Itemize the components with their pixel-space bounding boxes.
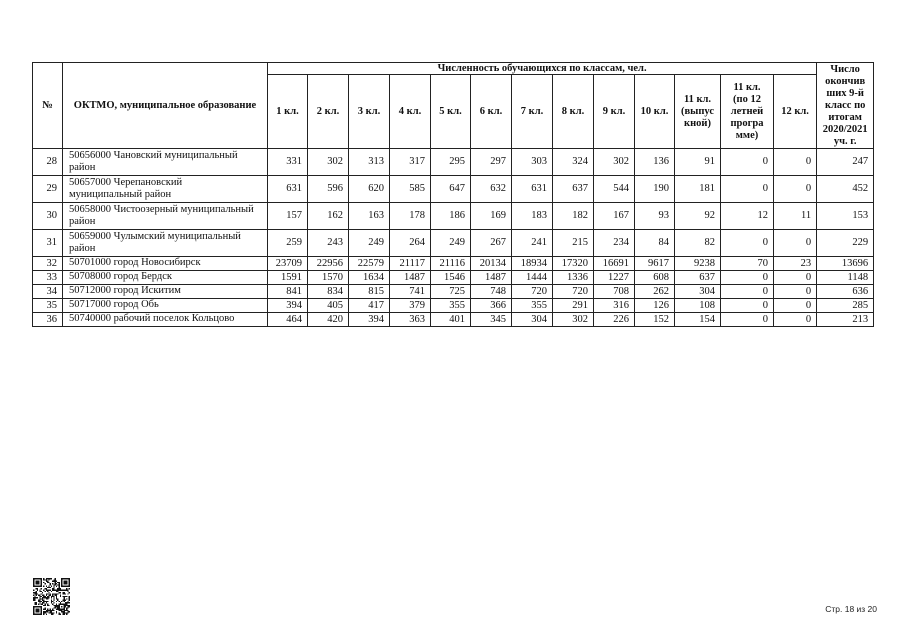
header-grade9-graduates: Число окончив ших 9-й класс по итогам 2020/2021 уч. г.: [817, 63, 874, 149]
row-grade-11-graduating-count: 91: [675, 149, 721, 176]
row-grade-4-count: 741: [390, 285, 431, 299]
row-grade9-graduates-count: 153: [817, 203, 874, 230]
row-grade-6-count: 20134: [471, 257, 512, 271]
row-number: 33: [33, 271, 63, 285]
row-grade-9-count: 316: [594, 299, 635, 313]
row-grade-10-count: 136: [635, 149, 675, 176]
row-grade-12-count: 0: [774, 285, 817, 299]
row-number: 31: [33, 230, 63, 257]
row-grade-6-count: 366: [471, 299, 512, 313]
row-grade-3-count: 249: [349, 230, 390, 257]
row-grade-5-count: 355: [431, 299, 471, 313]
header-grade-4: 4 кл.: [390, 75, 431, 149]
row-grade-11-12yr-program-count: 0: [721, 271, 774, 285]
header-row-top: [33, 63, 874, 75]
row-grade-2-count: 834: [308, 285, 349, 299]
row-grade-11-12yr-program-count: 12: [721, 203, 774, 230]
row-grade9-graduates-count: 213: [817, 313, 874, 327]
row-grade-1-count: 1591: [268, 271, 308, 285]
row-grade-6-count: 345: [471, 313, 512, 327]
row-grade-9-count: 1227: [594, 271, 635, 285]
header-grade-11-12yr-program: 11 кл. (по 12 летней програ мме): [721, 75, 774, 149]
row-municipality: 50659000 Чулымский муниципальный район: [63, 230, 268, 257]
row-grade-2-count: 420: [308, 313, 349, 327]
row-number: 36: [33, 313, 63, 327]
row-grade-2-count: 405: [308, 299, 349, 313]
table-row: [33, 285, 874, 299]
row-grade-3-count: 313: [349, 149, 390, 176]
qr-code: [33, 578, 70, 615]
row-grade-3-count: 417: [349, 299, 390, 313]
row-grade-11-12yr-program-count: 70: [721, 257, 774, 271]
header-grade-10: 10 кл.: [635, 75, 675, 149]
header-grade-6: 6 кл.: [471, 75, 512, 149]
row-grade-9-count: 16691: [594, 257, 635, 271]
row-number: 35: [33, 299, 63, 313]
row-grade-5-count: 401: [431, 313, 471, 327]
row-grade-1-count: 259: [268, 230, 308, 257]
row-grade-11-graduating-count: 181: [675, 176, 721, 203]
row-grade-1-count: 464: [268, 313, 308, 327]
row-grade-6-count: 169: [471, 203, 512, 230]
row-grade-3-count: 815: [349, 285, 390, 299]
row-grade-8-count: 182: [553, 203, 594, 230]
row-municipality: 50712000 город Искитим: [63, 285, 268, 299]
row-grade-2-count: 22956: [308, 257, 349, 271]
row-grade-10-count: 9617: [635, 257, 675, 271]
row-grade-8-count: 324: [553, 149, 594, 176]
row-grade-11-graduating-count: 637: [675, 271, 721, 285]
row-grade9-graduates-count: 452: [817, 176, 874, 203]
row-grade-11-graduating-count: 108: [675, 299, 721, 313]
row-grade-6-count: 748: [471, 285, 512, 299]
row-grade-8-count: 720: [553, 285, 594, 299]
row-grade-1-count: 23709: [268, 257, 308, 271]
row-grade-2-count: 162: [308, 203, 349, 230]
row-grade-8-count: 1336: [553, 271, 594, 285]
header-grade-12: 12 кл.: [774, 75, 817, 149]
table-row: [33, 271, 874, 285]
row-grade-7-count: 304: [512, 313, 553, 327]
row-grade-3-count: 620: [349, 176, 390, 203]
row-grade-10-count: 93: [635, 203, 675, 230]
row-grade9-graduates-count: 13696: [817, 257, 874, 271]
students-by-grade-table: [32, 62, 874, 327]
row-grade-1-count: 841: [268, 285, 308, 299]
row-number: 34: [33, 285, 63, 299]
row-grade-10-count: 152: [635, 313, 675, 327]
row-grade-11-12yr-program-count: 0: [721, 299, 774, 313]
row-grade-10-count: 190: [635, 176, 675, 203]
table-row: [33, 313, 874, 327]
row-grade-8-count: 302: [553, 313, 594, 327]
row-grade-3-count: 22579: [349, 257, 390, 271]
row-grade-8-count: 215: [553, 230, 594, 257]
row-grade-2-count: 243: [308, 230, 349, 257]
row-grade9-graduates-count: 1148: [817, 271, 874, 285]
row-grade-9-count: 226: [594, 313, 635, 327]
row-grade-11-12yr-program-count: 0: [721, 230, 774, 257]
row-grade-12-count: 0: [774, 149, 817, 176]
row-grade9-graduates-count: 636: [817, 285, 874, 299]
row-grade-1-count: 157: [268, 203, 308, 230]
row-grade-11-graduating-count: 82: [675, 230, 721, 257]
row-grade-10-count: 262: [635, 285, 675, 299]
row-grade-4-count: 1487: [390, 271, 431, 285]
table-row: [33, 230, 874, 257]
row-grade-10-count: 608: [635, 271, 675, 285]
row-grade-11-12yr-program-count: 0: [721, 176, 774, 203]
row-grade-4-count: 363: [390, 313, 431, 327]
row-grade-6-count: 1487: [471, 271, 512, 285]
row-grade-5-count: 1546: [431, 271, 471, 285]
header-grade-1: 1 кл.: [268, 75, 308, 149]
header-grade-3: 3 кл.: [349, 75, 390, 149]
row-grade-11-graduating-count: 9238: [675, 257, 721, 271]
header-number: №: [33, 63, 63, 149]
row-grade-7-count: 355: [512, 299, 553, 313]
row-grade9-graduates-count: 229: [817, 230, 874, 257]
row-grade-7-count: 303: [512, 149, 553, 176]
row-grade-5-count: 21116: [431, 257, 471, 271]
row-grade-2-count: 1570: [308, 271, 349, 285]
header-students-by-grade-group: Численность обучающихся по классам, чел.: [268, 63, 817, 75]
row-grade9-graduates-count: 247: [817, 149, 874, 176]
header-grade-5: 5 кл.: [431, 75, 471, 149]
row-grade-3-count: 1634: [349, 271, 390, 285]
row-grade-11-graduating-count: 154: [675, 313, 721, 327]
row-grade-9-count: 234: [594, 230, 635, 257]
table-row: [33, 257, 874, 271]
row-grade-2-count: 302: [308, 149, 349, 176]
header-grade-2: 2 кл.: [308, 75, 349, 149]
row-grade-6-count: 267: [471, 230, 512, 257]
header-grade-8: 8 кл.: [553, 75, 594, 149]
row-grade-5-count: 186: [431, 203, 471, 230]
table-row: [33, 203, 874, 230]
row-grade-7-count: 18934: [512, 257, 553, 271]
row-grade-5-count: 647: [431, 176, 471, 203]
table-row: [33, 299, 874, 313]
header-grade-7: 7 кл.: [512, 75, 553, 149]
table-header: [33, 63, 874, 149]
row-municipality: 50708000 город Бердск: [63, 271, 268, 285]
row-grade-2-count: 596: [308, 176, 349, 203]
row-grade-7-count: 183: [512, 203, 553, 230]
row-grade-7-count: 720: [512, 285, 553, 299]
row-grade-12-count: 0: [774, 230, 817, 257]
row-municipality: 50656000 Чановский муниципальный район: [63, 149, 268, 176]
row-grade-12-count: 0: [774, 176, 817, 203]
row-municipality: 50658000 Чистоозерный муниципальный район: [63, 203, 268, 230]
row-grade-9-count: 544: [594, 176, 635, 203]
row-grade-6-count: 632: [471, 176, 512, 203]
row-grade-12-count: 0: [774, 271, 817, 285]
row-grade-6-count: 297: [471, 149, 512, 176]
row-grade-7-count: 241: [512, 230, 553, 257]
row-number: 28: [33, 149, 63, 176]
row-grade-12-count: 23: [774, 257, 817, 271]
row-number: 32: [33, 257, 63, 271]
row-grade-5-count: 249: [431, 230, 471, 257]
row-grade-9-count: 167: [594, 203, 635, 230]
row-grade-1-count: 631: [268, 176, 308, 203]
page-number-label: Стр. 18 из 20: [825, 604, 877, 614]
header-grade-9: 9 кл.: [594, 75, 635, 149]
row-municipality: 50717000 город Обь: [63, 299, 268, 313]
row-grade-4-count: 264: [390, 230, 431, 257]
row-grade-12-count: 0: [774, 313, 817, 327]
row-grade-4-count: 317: [390, 149, 431, 176]
row-grade-5-count: 295: [431, 149, 471, 176]
row-grade-9-count: 708: [594, 285, 635, 299]
table-row: [33, 149, 874, 176]
table-body: [33, 149, 874, 327]
row-grade-5-count: 725: [431, 285, 471, 299]
row-grade-11-graduating-count: 92: [675, 203, 721, 230]
header-grade-11-graduating: 11 кл. (выпус кной): [675, 75, 721, 149]
row-grade-12-count: 11: [774, 203, 817, 230]
row-grade-11-12yr-program-count: 0: [721, 149, 774, 176]
row-number: 30: [33, 203, 63, 230]
row-municipality: 50657000 Черепановский муниципальный район: [63, 176, 268, 203]
row-grade-7-count: 1444: [512, 271, 553, 285]
row-grade-10-count: 84: [635, 230, 675, 257]
row-grade-4-count: 585: [390, 176, 431, 203]
row-grade-3-count: 163: [349, 203, 390, 230]
row-grade-9-count: 302: [594, 149, 635, 176]
row-grade-11-graduating-count: 304: [675, 285, 721, 299]
row-grade-11-12yr-program-count: 0: [721, 285, 774, 299]
row-grade-4-count: 178: [390, 203, 431, 230]
row-grade-1-count: 394: [268, 299, 308, 313]
row-grade-1-count: 331: [268, 149, 308, 176]
row-grade-8-count: 17320: [553, 257, 594, 271]
header-oktmo-municipality: ОКТМО, муниципальное образование: [63, 63, 268, 149]
table-row: [33, 176, 874, 203]
row-grade-7-count: 631: [512, 176, 553, 203]
row-grade-12-count: 0: [774, 299, 817, 313]
row-grade-8-count: 637: [553, 176, 594, 203]
row-municipality: 50740000 рабочий поселок Кольцово: [63, 313, 268, 327]
row-grade-8-count: 291: [553, 299, 594, 313]
row-municipality: 50701000 город Новосибирск: [63, 257, 268, 271]
row-grade-3-count: 394: [349, 313, 390, 327]
row-grade-10-count: 126: [635, 299, 675, 313]
row-grade-4-count: 21117: [390, 257, 431, 271]
row-grade9-graduates-count: 285: [817, 299, 874, 313]
row-grade-4-count: 379: [390, 299, 431, 313]
row-number: 29: [33, 176, 63, 203]
row-grade-11-12yr-program-count: 0: [721, 313, 774, 327]
